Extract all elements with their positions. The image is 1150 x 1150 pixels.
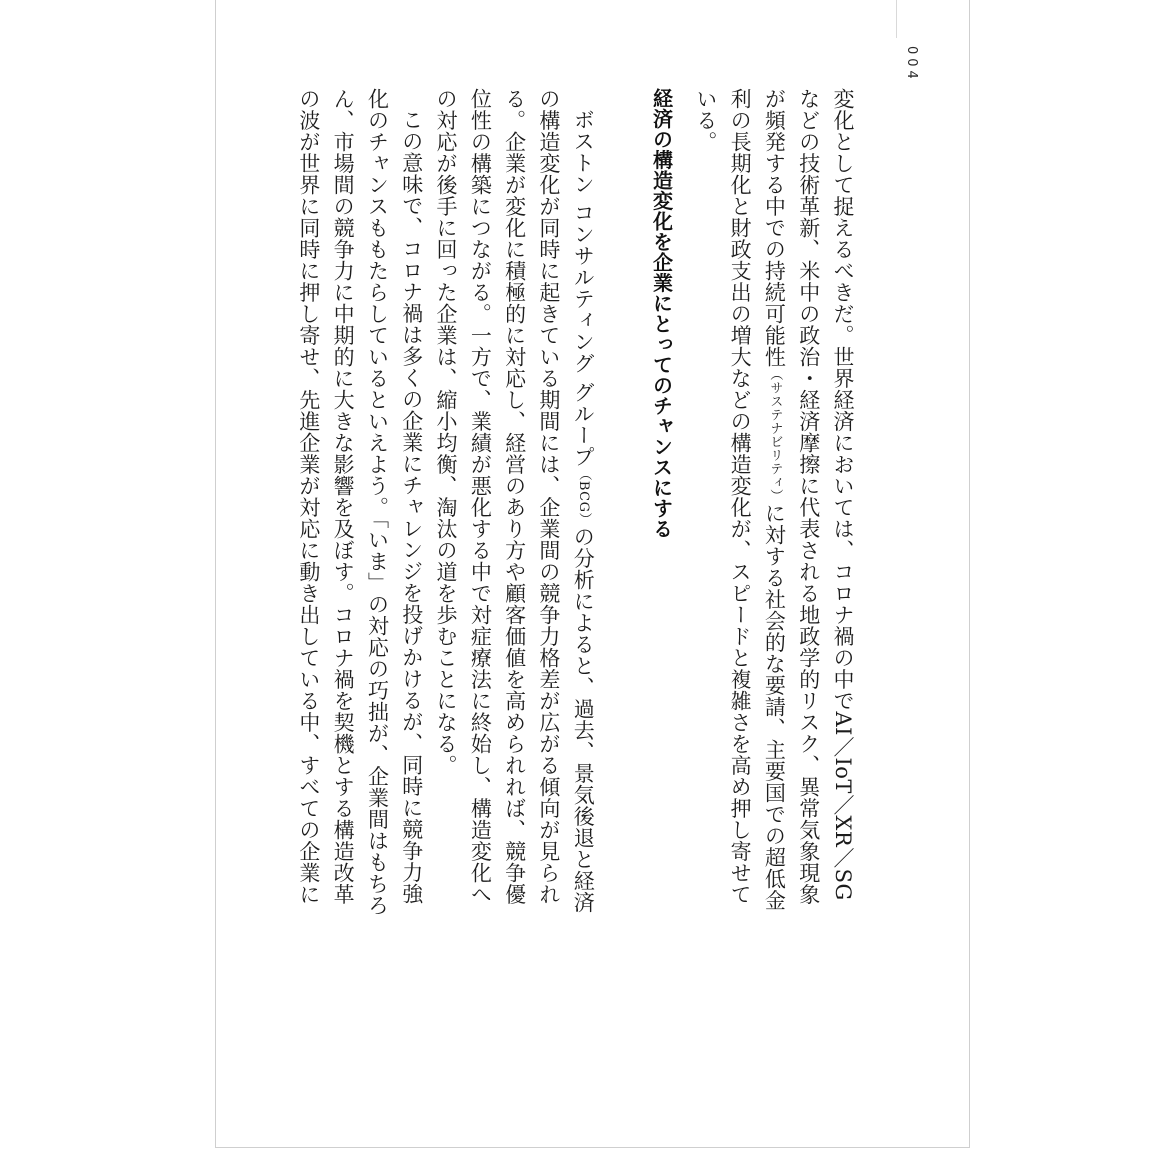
paragraph-1-text-a: 変化として捉えるべきだ。世界経済においては、コロナ禍の中でAI／IoT／XR／SGなどの技術革新、米中の政治・経済摩擦に代表される地政学的リスク、異常気象現象が頻発する中での持続可能性 [762, 88, 855, 905]
paragraph-2-text-b: の分析によると、過去、景気後退と経済の構造変化が同時に起きている期間には、企業間の競争力格差が広がる傾向が見られる。企業が変化に積極的に対応し、経営のあり方や顧客価値を高められれば、競争優位性の構築につながる。一方で、業績が悪化する中で対症療法に終始し、構造変化への対応が後手に回った企業は、縮小均衡、淘汰の道を歩むことになる。 [434, 88, 596, 913]
section-heading: 経済の構造変化を企業にとってのチャンスにする [649, 88, 674, 539]
header-rule [896, 0, 897, 38]
paragraph-2-text-a: ボストン コンサルティング グループ [571, 109, 596, 468]
paragraph-bcg [429, 88, 600, 918]
page-number: 004 [904, 46, 919, 83]
paragraph-meaning: この意味で、コロナ禍は多くの企業にチャレンジを投げかけるが、同時に競争力強化のチャンスももたらしているといえよう。「いま」の対応の巧拙が、企業間はもちろん、市場間の競争力に中期的に大きな影響を及ぼす。コロナ禍を契機とする構造改革の波が世界に同時に押し寄せ、先進企業が対応に動き出している中、すべての企業に [296, 88, 424, 916]
vertical-text-body [292, 88, 860, 918]
paragraph-continued [689, 88, 860, 918]
paragraph-1-text-b: に対する社会的な要請、主要国での超低金利の長期化と財政支出の増大などの構造変化が、スピードと複雑さを高め押し寄せている。 [693, 88, 787, 911]
paragraph-2-note: （BCG） [576, 467, 592, 526]
paragraph-1-note: （サステナビリティ） [767, 367, 783, 503]
